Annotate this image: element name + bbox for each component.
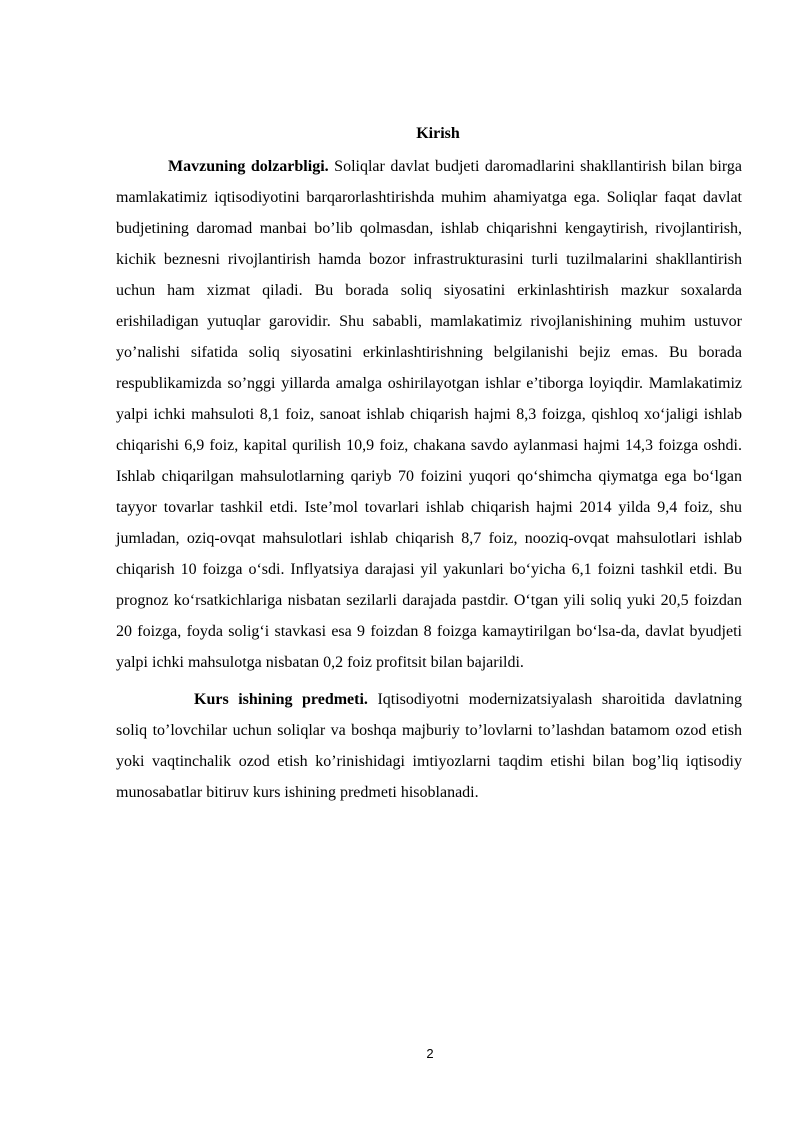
- page-number: 2: [426, 1046, 434, 1061]
- paragraph-lead-subject: Kurs ishining predmeti.: [194, 691, 368, 708]
- paragraph-relevance: [116, 151, 742, 678]
- section-title: Kirish: [416, 125, 460, 142]
- document-body: [116, 118, 742, 808]
- paragraph-text-subject: Iqtisodiyotni modernizatsiyalash sharoitida davlatning soliq to’lovchilar uchun soliqlar va boshqa majburiy to’lovlarni to’lashdan batamom ozod etish yoki vaqtinchalik ozod etish ko’rinishidagi imtiyozlarni taqdim etishi bilan bog’liq iqtisodiy munosabatlar bitiruv kurs ishining predmeti hisoblanadi.: [116, 691, 742, 801]
- paragraph-lead-relevance: Mavzuning dolzarbligi.: [168, 158, 329, 175]
- paragraph-text-relevance: Soliqlar davlat budjeti daromadlarini shakllantirish bilan birga mamlakatimiz iqtisodiyotini barqarorlashtirishda muhim ahamiyatga ega. Soliqlar faqat davlat budjetining daromad manbai bo’lib qolmasdan, ishlab chiqarishni kengaytirish, rivojlantirish, kichik beznesni rivojlantirish hamda bozor infrastrukturasini turli tuzilmalarini shakllantirish uchun ham xizmat qiladi. Bu borada soliq siyosatini erkinlashtirish mazkur soxalarda erishiladigan yutuqlar garovidir. Shu sababli, mamlakatimiz rivojlanishining muhim ustuvor yo’nalishi sifatida soliq siyosatini erkinlashtirishning belgilanishi bejiz emas. Bu borada respublikamizda so’nggi yillarda amalga oshirilayotgan ishlar e’tiborga loyiqdir. Mamlakatimiz yalpi ichki mahsuloti 8,1 foiz, sanoat ishlab chiqarish hajmi 8,3 foizga, qishloq xo‘jaligi ishlab chiqarishi 6,9 foiz, kapital qurilish 10,9 foiz, chakana savdo aylanmasi hajmi 14,3 foizga oshdi. Ishlab chiqarilgan mahsulotlarning qariyb 70 foizini yuqori qo‘shimcha qiymatga ega bo‘lgan tayyor tovarlar tashkil etdi. Iste’mol tovarlari ishlab chiqarish hajmi 2014 yilda 9,4 foiz, shu jumladan, oziq-ovqat mahsulotlari ishlab chiqarish 8,7 foiz, nooziq-ovqat mahsulotlari ishlab chiqarish 10 foizga o‘sdi. Inflyatsiya darajasi yil yakunlari bo‘yicha 6,1 foizni tashkil etdi. Bu prognoz ko‘rsatkichlariga nisbatan sezilarli darajada pastdir. O‘tgan yili soliq yuki 20,5 foizdan 20 foizga, foyda solig‘i stavkasi esa 9 foizdan 8 foizga kamaytirilgan bo‘lsa-da, davlat byudjeti yalpi ichki mahsulotga nisbatan 0,2 foiz profitsit bilan bajarildi.: [116, 158, 743, 671]
- paragraph-subject: [116, 684, 742, 808]
